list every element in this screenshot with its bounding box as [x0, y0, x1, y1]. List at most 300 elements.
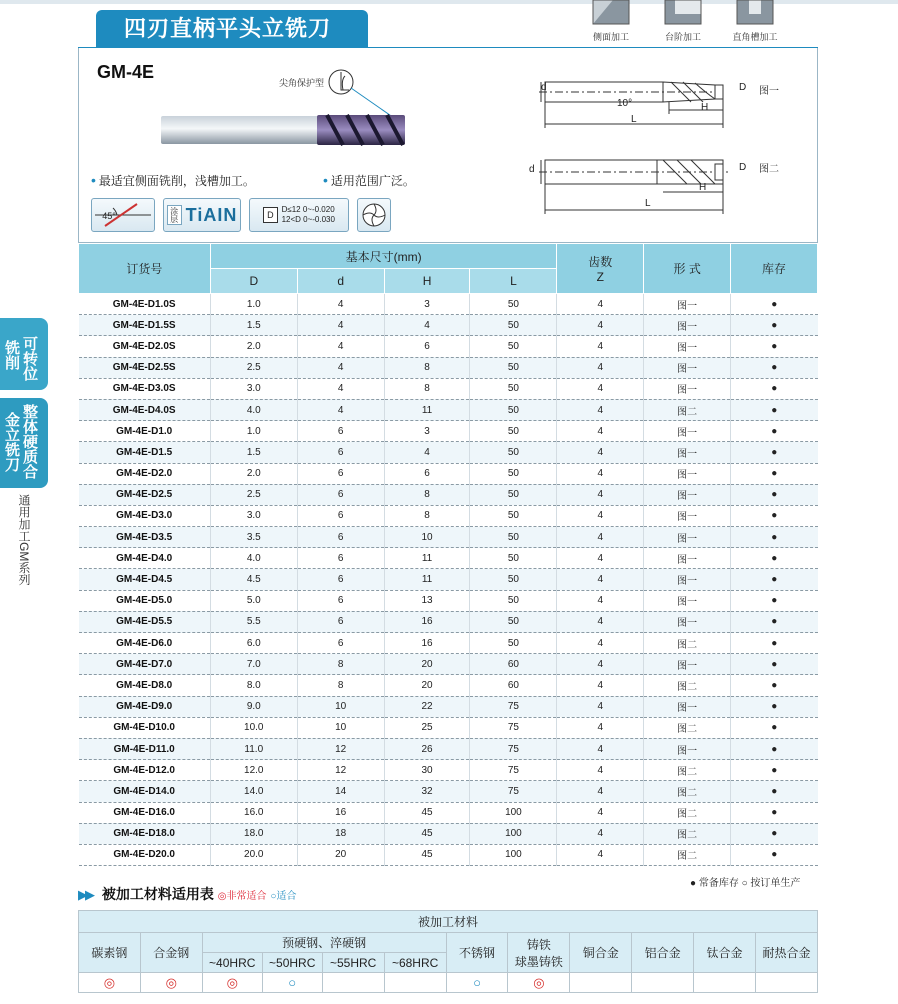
- table-cell: 1.5: [210, 315, 297, 336]
- stock-dot-icon: ●: [731, 738, 818, 759]
- table-cell: 4: [557, 294, 644, 315]
- table-cell: 100: [470, 844, 557, 865]
- table-cell: 3.5: [210, 527, 297, 548]
- material-suitability-cell: ◎: [202, 973, 262, 993]
- table-row: [79, 760, 818, 781]
- table-cell: 3: [384, 421, 470, 442]
- table-cell: 11: [384, 569, 470, 590]
- col-order: 订货号: [79, 244, 211, 294]
- table-cell: 4: [557, 781, 644, 802]
- table-cell: 10: [384, 527, 470, 548]
- material-suitability-cell: ◎: [79, 973, 141, 993]
- table-cell: 4: [557, 505, 644, 526]
- table-cell: 6: [384, 463, 470, 484]
- table-cell: 图一: [644, 315, 731, 336]
- table-cell: 4: [557, 633, 644, 654]
- table-cell: 75: [470, 781, 557, 802]
- table-cell: 20: [384, 654, 470, 675]
- side-tab-indexable[interactable]: [0, 318, 48, 390]
- table-cell: 50: [470, 569, 557, 590]
- table-cell: 25: [384, 717, 470, 738]
- table-cell: 图一: [644, 357, 731, 378]
- table-row: [79, 336, 818, 357]
- materials-title: [78, 884, 296, 904]
- stock-dot-icon: ●: [731, 823, 818, 844]
- table-cell: 8: [297, 654, 384, 675]
- double-arrow-icon: ▶▶: [78, 887, 92, 902]
- table-cell: 45: [384, 802, 470, 823]
- step-milling-icon: [661, 0, 705, 28]
- table-cell: 4: [297, 378, 384, 399]
- table-cell: 8.0: [210, 675, 297, 696]
- table-cell: GM-4E-D5.5: [79, 611, 211, 632]
- col-d: d: [297, 269, 384, 294]
- table-cell: GM-4E-D2.0S: [79, 336, 211, 357]
- stock-legend: ● 常备库存 ○ 按订单生产: [690, 878, 801, 889]
- material-suitability-cell: [694, 973, 756, 993]
- process-step: [657, 0, 709, 43]
- table-cell: 5.0: [210, 590, 297, 611]
- table-row: [79, 527, 818, 548]
- col-L: L: [470, 269, 557, 294]
- stock-dot-icon: ●: [731, 463, 818, 484]
- table-cell: GM-4E-D3.5: [79, 527, 211, 548]
- stock-dot-icon: ●: [731, 357, 818, 378]
- table-cell: 50: [470, 294, 557, 315]
- helix-angle-value: 45°: [102, 211, 116, 221]
- table-cell: 6: [297, 442, 384, 463]
- table-cell: 图一: [644, 484, 731, 505]
- table-cell: GM-4E-D20.0: [79, 844, 211, 865]
- table-cell: 10: [297, 696, 384, 717]
- table-cell: 75: [470, 738, 557, 759]
- material-suitability-cell: [570, 973, 632, 993]
- table-cell: 4: [297, 399, 384, 420]
- material-suitability-cell: [322, 973, 384, 993]
- stock-dot-icon: ●: [731, 399, 818, 420]
- table-cell: GM-4E-D6.0: [79, 633, 211, 654]
- feature-1: [91, 172, 255, 189]
- table-cell: 4: [557, 717, 644, 738]
- table-row: [79, 442, 818, 463]
- table-row: [79, 844, 818, 865]
- spec-table: [78, 243, 818, 866]
- table-row: [79, 294, 818, 315]
- table-cell: 图一: [644, 336, 731, 357]
- table-cell: 2.5: [210, 484, 297, 505]
- table-cell: 4: [557, 357, 644, 378]
- table-cell: 1.0: [210, 294, 297, 315]
- table-cell: 10: [297, 717, 384, 738]
- table-cell: 4: [557, 569, 644, 590]
- materials-table: [78, 910, 818, 993]
- table-row: [79, 505, 818, 526]
- mat-col-3: ~50HRC: [262, 953, 322, 973]
- table-cell: 4: [557, 844, 644, 865]
- table-cell: 图一: [644, 527, 731, 548]
- table-cell: 10.0: [210, 717, 297, 738]
- table-cell: GM-4E-D2.5: [79, 484, 211, 505]
- mat-col-7-a: 铸铁: [526, 937, 551, 952]
- table-cell: 1.0: [210, 421, 297, 442]
- material-suitability-cell: ◎: [508, 973, 570, 993]
- coating-label: 涂层: [167, 205, 182, 225]
- stock-dot-icon: ●: [731, 315, 818, 336]
- table-row: [79, 590, 818, 611]
- table-cell: 6: [297, 421, 384, 442]
- table-cell: 20: [384, 675, 470, 696]
- tool-photo: [161, 112, 411, 152]
- table-cell: 6: [297, 463, 384, 484]
- table-row: [79, 463, 818, 484]
- table-cell: 4: [557, 463, 644, 484]
- side-tab-carbide[interactable]: [0, 398, 48, 488]
- table-cell: 50: [470, 336, 557, 357]
- table-cell: 4: [557, 675, 644, 696]
- material-suitability-cell: [384, 973, 446, 993]
- materials-title-text: 被加工材料适用表: [101, 886, 214, 902]
- stock-dot-icon: ●: [731, 760, 818, 781]
- table-row: [79, 823, 818, 844]
- mat-hardened-group: 预硬钢、淬硬钢: [202, 933, 446, 953]
- table-cell: 50: [470, 548, 557, 569]
- table-cell: 12: [297, 760, 384, 781]
- table-cell: 6: [297, 633, 384, 654]
- table-cell: 4: [557, 696, 644, 717]
- table-cell: 图二: [644, 760, 731, 781]
- table-cell: 3: [384, 294, 470, 315]
- table-cell: 12: [297, 738, 384, 759]
- table-cell: 3.0: [210, 378, 297, 399]
- table-cell: GM-4E-D11.0: [79, 738, 211, 759]
- table-cell: 11: [384, 548, 470, 569]
- stock-dot-icon: ●: [731, 654, 818, 675]
- table-cell: 45: [384, 823, 470, 844]
- table-row: [79, 675, 818, 696]
- table-cell: 9.0: [210, 696, 297, 717]
- mat-col-7-b: 球墨铸铁: [514, 954, 563, 969]
- stock-dot-icon: ●: [731, 527, 818, 548]
- table-cell: 20: [297, 844, 384, 865]
- table-row: [79, 484, 818, 505]
- table-row: [79, 654, 818, 675]
- side-tab-indexable-a: 铣削: [3, 340, 20, 370]
- feature-2: [323, 172, 415, 189]
- table-cell: 图二: [644, 633, 731, 654]
- table-cell: 4: [557, 484, 644, 505]
- tolerance-line-2: 12<D 0~-0.030: [281, 215, 335, 224]
- table-row: [79, 633, 818, 654]
- process-slot: [729, 0, 781, 43]
- table-cell: 图二: [644, 675, 731, 696]
- table-row: [79, 781, 818, 802]
- col-teeth-z: Z: [596, 270, 604, 284]
- table-cell: 2.0: [210, 463, 297, 484]
- material-suitability-cell: [755, 973, 817, 993]
- table-cell: 100: [470, 802, 557, 823]
- coating-name: TiAIN: [185, 204, 238, 225]
- col-form: 形 式: [644, 244, 731, 294]
- table-cell: 4: [557, 654, 644, 675]
- stock-dot-icon: ●: [731, 611, 818, 632]
- table-cell: 16: [384, 633, 470, 654]
- table-cell: 8: [384, 357, 470, 378]
- table-cell: GM-4E-D16.0: [79, 802, 211, 823]
- side-tab-indexable-b: 可转位: [21, 336, 38, 381]
- table-cell: 6: [297, 484, 384, 505]
- mat-col-10: 钛合金: [694, 933, 756, 973]
- col-teeth-label: 齿数: [588, 255, 613, 269]
- fig2-dim-H: H: [699, 182, 707, 193]
- feature-2-text: 适用范围广泛。: [330, 174, 415, 188]
- table-row: [79, 717, 818, 738]
- table-cell: 50: [470, 633, 557, 654]
- mat-col-8: 铜合金: [570, 933, 632, 973]
- table-cell: GM-4E-D2.5S: [79, 357, 211, 378]
- table-cell: 50: [470, 590, 557, 611]
- table-cell: 14.0: [210, 781, 297, 802]
- table-cell: GM-4E-D1.5: [79, 442, 211, 463]
- table-row: [79, 569, 818, 590]
- table-cell: 6.0: [210, 633, 297, 654]
- feature-bullet-icon: •: [323, 172, 328, 188]
- table-cell: 50: [470, 315, 557, 336]
- table-cell: 4: [557, 442, 644, 463]
- table-cell: 11.0: [210, 738, 297, 759]
- very-suitable-note: ◎非常适合: [217, 891, 267, 902]
- stock-dot-icon: ●: [731, 844, 818, 865]
- table-cell: 8: [384, 505, 470, 526]
- table-cell: 13: [384, 590, 470, 611]
- table-cell: 5.5: [210, 611, 297, 632]
- table-cell: 22: [384, 696, 470, 717]
- table-cell: 50: [470, 527, 557, 548]
- table-row: [79, 378, 818, 399]
- materials-values-row: [79, 973, 818, 993]
- table-cell: 4: [557, 823, 644, 844]
- table-cell: 3.0: [210, 505, 297, 526]
- table-cell: 4: [557, 378, 644, 399]
- table-cell: 图一: [644, 463, 731, 484]
- table-cell: 75: [470, 717, 557, 738]
- table-cell: 6: [384, 336, 470, 357]
- table-cell: 4: [557, 738, 644, 759]
- mat-col-2: ~40HRC: [202, 953, 262, 973]
- stock-dot-icon: ●: [731, 569, 818, 590]
- table-cell: 50: [470, 357, 557, 378]
- col-teeth: [557, 244, 644, 294]
- table-cell: GM-4E-D1.0S: [79, 294, 211, 315]
- mat-col-5: ~68HRC: [384, 953, 446, 973]
- table-cell: 图一: [644, 696, 731, 717]
- table-cell: 4: [384, 442, 470, 463]
- stock-dot-icon: ●: [731, 421, 818, 442]
- table-cell: 1.5: [210, 442, 297, 463]
- table-cell: 图一: [644, 654, 731, 675]
- table-row: [79, 357, 818, 378]
- table-cell: 4: [557, 315, 644, 336]
- spec-badges: [91, 198, 391, 232]
- table-cell: 75: [470, 760, 557, 781]
- table-cell: 图一: [644, 442, 731, 463]
- material-suitability-cell: ○: [446, 973, 508, 993]
- table-cell: GM-4E-D14.0: [79, 781, 211, 802]
- stock-dot-icon: ●: [731, 378, 818, 399]
- table-cell: GM-4E-D10.0: [79, 717, 211, 738]
- stock-dot-icon: ●: [731, 802, 818, 823]
- corner-protection-label: 尖角保护型: [279, 78, 325, 88]
- mat-col-0: 碳素钢: [79, 933, 141, 973]
- table-cell: 4.0: [210, 548, 297, 569]
- table-cell: 4: [297, 336, 384, 357]
- fig2-label: 图二: [759, 164, 779, 175]
- table-cell: GM-4E-D3.0S: [79, 378, 211, 399]
- table-cell: 图二: [644, 399, 731, 420]
- table-cell: GM-4E-D4.0S: [79, 399, 211, 420]
- square-slot-icon: [733, 0, 777, 28]
- table-cell: 图一: [644, 548, 731, 569]
- table-cell: 6: [297, 590, 384, 611]
- table-row: [79, 548, 818, 569]
- stock-dot-icon: ●: [731, 696, 818, 717]
- table-cell: 18: [297, 823, 384, 844]
- stock-dot-icon: ●: [731, 294, 818, 315]
- tolerance-line-1: D≤12 0~-0.020: [281, 205, 335, 214]
- col-stock: 库存: [731, 244, 818, 294]
- fig1-label: 图一: [759, 86, 779, 97]
- table-cell: 4: [384, 315, 470, 336]
- table-cell: 4: [557, 611, 644, 632]
- table-cell: 50: [470, 484, 557, 505]
- table-cell: GM-4E-D4.0: [79, 548, 211, 569]
- table-cell: 4: [557, 527, 644, 548]
- col-H: H: [384, 269, 470, 294]
- table-cell: 图一: [644, 611, 731, 632]
- table-cell: 45: [384, 844, 470, 865]
- table-cell: 图一: [644, 569, 731, 590]
- table-cell: 7.0: [210, 654, 297, 675]
- spec-table-body: [79, 294, 818, 866]
- table-cell: 图一: [644, 590, 731, 611]
- process-slot-label: 直角槽加工: [732, 32, 778, 42]
- fig2-dim-L: L: [645, 198, 651, 209]
- table-cell: GM-4E-D8.0: [79, 675, 211, 696]
- four-flute-icon: [360, 201, 388, 229]
- table-cell: 100: [470, 823, 557, 844]
- table-cell: 6: [297, 569, 384, 590]
- col-D: D: [210, 269, 297, 294]
- table-cell: 4.0: [210, 399, 297, 420]
- table-row: [79, 421, 818, 442]
- table-cell: 4: [557, 399, 644, 420]
- tolerance-values: [282, 205, 335, 225]
- table-cell: 4: [557, 548, 644, 569]
- table-cell: GM-4E-D1.5S: [79, 315, 211, 336]
- table-cell: 8: [297, 675, 384, 696]
- table-cell: 图一: [644, 505, 731, 526]
- process-step-label: 台阶加工: [664, 32, 701, 42]
- table-row: [79, 696, 818, 717]
- table-cell: 6: [297, 611, 384, 632]
- fig1-dim-D: D: [739, 82, 747, 93]
- table-cell: 12.0: [210, 760, 297, 781]
- page-title: 四刃直柄平头立铣刀: [96, 10, 368, 48]
- table-cell: 图二: [644, 823, 731, 844]
- stock-dot-icon: ●: [731, 781, 818, 802]
- table-cell: 6: [297, 505, 384, 526]
- table-cell: 图一: [644, 421, 731, 442]
- table-cell: GM-4E-D3.0: [79, 505, 211, 526]
- table-row: [79, 802, 818, 823]
- table-cell: 2.0: [210, 336, 297, 357]
- table-cell: 50: [470, 399, 557, 420]
- tolerance-badge: [249, 198, 349, 232]
- table-cell: 16: [384, 611, 470, 632]
- table-cell: 4.5: [210, 569, 297, 590]
- table-cell: 4: [557, 421, 644, 442]
- table-cell: 8: [384, 484, 470, 505]
- fig1-dim-L: L: [631, 114, 637, 125]
- table-cell: 4: [557, 336, 644, 357]
- table-cell: 50: [470, 442, 557, 463]
- table-row: [79, 611, 818, 632]
- table-cell: GM-4E-D9.0: [79, 696, 211, 717]
- table-cell: GM-4E-D18.0: [79, 823, 211, 844]
- feature-bullet-icon: •: [91, 172, 96, 188]
- table-cell: 26: [384, 738, 470, 759]
- stock-dot-icon: ●: [731, 484, 818, 505]
- feature-1-text: 最适宜侧面铣削，浅槽加工。: [98, 174, 255, 188]
- table-cell: 图二: [644, 781, 731, 802]
- materials-group: 被加工材料: [79, 911, 818, 933]
- mat-col-11: 耐热合金: [755, 933, 817, 973]
- material-suitability-cell: ◎: [140, 973, 202, 993]
- suitable-note: ○适合: [270, 891, 297, 902]
- table-cell: 60: [470, 675, 557, 696]
- table-cell: 图一: [644, 738, 731, 759]
- table-cell: 50: [470, 611, 557, 632]
- table-cell: 60: [470, 654, 557, 675]
- product-card: [78, 48, 818, 243]
- table-row: [79, 399, 818, 420]
- table-cell: 32: [384, 781, 470, 802]
- table-cell: GM-4E-D5.0: [79, 590, 211, 611]
- table-cell: GM-4E-D12.0: [79, 760, 211, 781]
- fig2-dim-d: d: [529, 164, 535, 175]
- table-cell: 2.5: [210, 357, 297, 378]
- fig1-dim-H: H: [701, 102, 709, 113]
- helix-angle-badge: [91, 198, 155, 232]
- process-side-label: 侧面加工: [592, 32, 629, 42]
- table-cell: GM-4E-D2.0: [79, 463, 211, 484]
- table-cell: 6: [297, 527, 384, 548]
- table-cell: 50: [470, 421, 557, 442]
- table-cell: 图二: [644, 802, 731, 823]
- mat-col-7: [508, 933, 570, 973]
- table-cell: 4: [557, 590, 644, 611]
- model-name: GM-4E: [97, 62, 155, 82]
- table-cell: 6: [297, 548, 384, 569]
- table-cell: 16: [297, 802, 384, 823]
- table-cell: 50: [470, 505, 557, 526]
- process-side: [585, 0, 637, 43]
- four-flute-badge: [357, 198, 391, 232]
- table-cell: 8: [384, 378, 470, 399]
- table-cell: 50: [470, 463, 557, 484]
- mat-col-9: 铝合金: [632, 933, 694, 973]
- table-cell: 11: [384, 399, 470, 420]
- table-cell: 20.0: [210, 844, 297, 865]
